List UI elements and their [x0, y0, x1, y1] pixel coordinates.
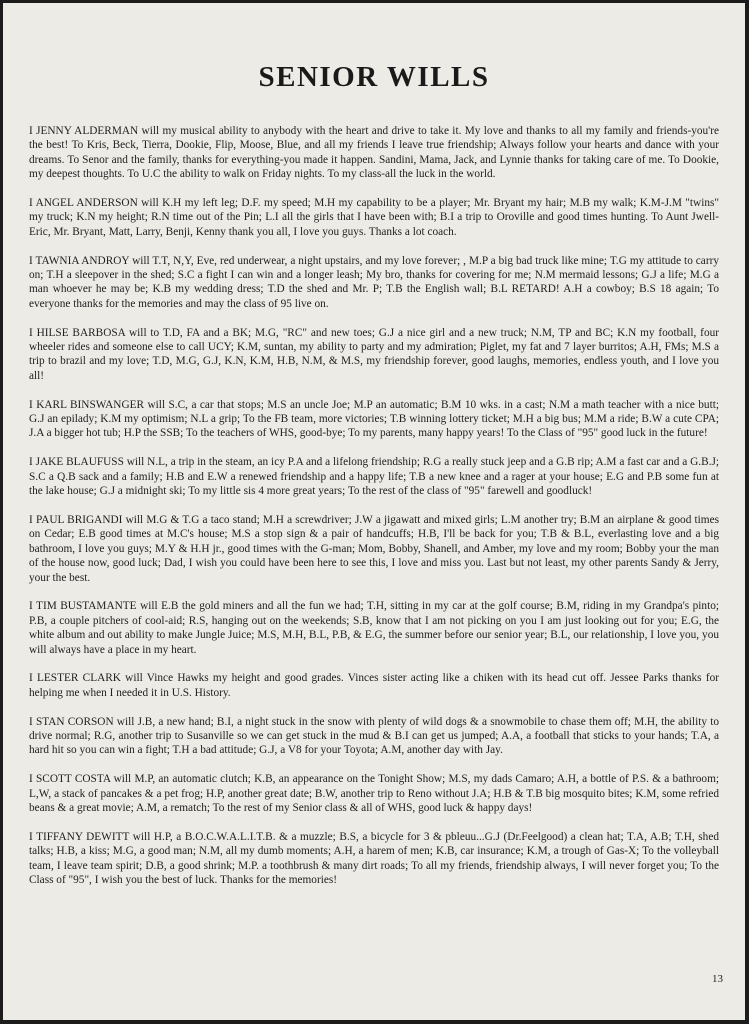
will-entry: I TIM BUSTAMANTE will E.B the gold miners and all the fun we had; T.H, sitting in my car at the golf course; B.M, riding in my Grandpa's pinto; P.B, a couple pitchers of cool-aid; R.S, hanging out on the weekends; S.B, know that I am not picking on you I am just looking out for you; E.G, the white album and out ability to make Jungle Juice; M.S, M.H, B.L, P.B, & E.G, the summer before our senior year; B.L, our relationship, I love you, you will always have a place in my heart.	[29, 600, 719, 656]
will-entry: I LESTER CLARK will Vince Hawks my height and good grades. Vinces sister acting like a chiken with its head cut off. Jessee Parks thanks for helping me when I needed it in U.S. History.	[29, 672, 719, 699]
will-entry: I ANGEL ANDERSON will K.H my left leg; D.F. my speed; M.H my capability to be a player; Mr. Bryant my hair; M.B my walk; K.M-J.M "twins" my truck; K.N my height; R.N time out of the Pin; L.I all the girls that I have been with; B.I a trip to Oroville and good times hunting. To Aunt Jwell-Eric, Mr. Bryant, Matt, Larry, Benji, Kenny thank you all, I love you guys. Thanks a lot coach.	[29, 197, 719, 238]
will-entry: I JENNY ALDERMAN will my musical ability to anybody with the heart and drive to take it. My love and thanks to all my family and friends-you're the best! To Kris, Beck, Tierra, Dookie, Flip, Moose, Blue, and all my friends I leave true friendship; Always follow your hearts and dance with your dreams. To Senor and the family, thanks for everything-you made it happen. Sandini, Mama, Jack, and Lynnie thanks for taking care of me. To Dookie, my deepest thoughts. To U.C the ability to walk on Friday nights. To my class-all the luck in the world.	[29, 125, 719, 181]
page-title: SENIOR WILLS	[258, 61, 490, 93]
will-entry: I KARL BINSWANGER will S.C, a car that stops; M.S an uncle Joe; M.P an automatic; B.M 10 wks. in a cast; N.M a math teacher with a nice butt; G.J an epilady; K.M my optimism; N.L a grip; To the FB team, more victories; T.B winning lottery ticket; M.H a big bus; M.M a ride; B.W a cute CPA; J.A a bigger hot tub; H.P the SSB; To the teachers of WHS, good-bye; To my parents, many happy years! To the Class of "95" good luck in the future!	[29, 398, 719, 440]
page-number: 13	[712, 973, 723, 985]
will-entry: I STAN CORSON will J.B, a new hand; B.I, a night stuck in the snow with plenty of wild dogs & a snowmobile to chase them off; M.H, the ability to drive normal; R.G, another trip to Susanville so we can get stuck in the mud & B.I can get us jumped; A.A, a football that sticks to your hands; T.A, a hard hit so you can win a fight; T.H a bad attitude; G.J, a V8 for your Toyota; A.M, another day with Jay.	[29, 715, 719, 757]
will-entry: I SCOTT COSTA will M.P, an automatic clutch; K.B, an appearance on the Tonight Show; M.S, my dads Camaro; A.H, a bottle of P.S. & a bathroom; L,W, a stack of pancakes & a pet frog; H.P, another great date; B.W, another trip to Reno without J.A; H.B & T.B big mosquito bites; K.M, some refried beans & a great movie; A.M, a rematch; To the rest of my Senior class & all of WHS, good luck & happy days!	[29, 773, 719, 814]
will-entry: I TIFFANY DEWITT will H.P, a B.O.C.W.A.L.I.T.B. & a muzzle; B.S, a bicycle for 3 & pbleuu...G.J (Dr.Feelgood) a clean hat; T.A, A.B; T.H, shed talks; H.B, a kiss; M.G, a good man; N.M, all my dumb moments; A.H, a harem of men; K.B, car insurance; K.M, a trough of Gas-X; To the volleyball team, I leave team spirit; D.B, a good shrink; M.P. a toothbrush & many dirt roads; To all my friends, friendship always, I will never forget you; To the Class of "95", I wish you the best of luck. Thanks for the memories!	[29, 830, 719, 886]
will-entry: I PAUL BRIGANDI will M.G & T.G a taco stand; M.H a screwdriver; J.W a jigawatt and mixed girls; L.M another try; B.M an airplane & good times on Cedar; E.B good times at M.C's house; M.S a stop sign & a pair of handcuffs; H.B, I'll be back for you; T.B & B.L, everlasting love and a big bathroom, I love you guys; M.Y & H.H jr., good times with the G-man; Mom, Bobby, Shanell, and Amber, my love and my room; Bobby your the man of the house now, good luck; Dad, I wish you could have been here to see this, I love and miss you. Last but not least, my other parents Sandy & Jerry, your the best.	[29, 513, 719, 584]
yearbook-page	[3, 3, 745, 1020]
will-entry: I JAKE BLAUFUSS will N.L, a trip in the steam, an icy P.A and a lifelong friendship; R.G a really stuck jeep and a G.B rip; A.M a fast car and a G.B.J; S.C a Q.B sack and a family; H.B and E.W a renewed friendship and a happy life; T.B a new knee and a rager at your house; E.G and P.B some fun at the lake house; G.J a midnight ski; To my little sis 4 more great years; To the rest of the class of "95" farewell and goodluck!	[29, 456, 719, 498]
wills-list	[29, 124, 719, 902]
will-entry: I HILSE BARBOSA will to T.D, FA and a BK; M.G, "RC" and new toes; G.J a nice girl and a new truck; N.M, TP and BC; K.N my football, four wheeler rides and someone else to call UCY; K.M, suntan, my ability to party and my admiration; Piglet, my fat and 7 layer burritos; A.H, FMs; M.S a trip to brazil and my love; T.D, M.G, G.J, K.N, K.M, H.B, N.M, & M.S, my friendship forever, good laughs, memories, endless youth, and I love you all!	[29, 326, 719, 382]
will-entry: I TAWNIA ANDROY will T.T, N,Y, Eve, red underwear, a night upstairs, and my love forever; , M.P a big bad truck like mine; T.G my attitude to carry on; T.H a sleepover in the shed; S.C a fight I can win and a longer leash; My bro, thanks for covering for me; N.M mermaid lessons; G.J a life; M.G a man whoever he may be; K.B my wedding dress; T.D the shed and Mr. P; T.B the English wall; B.L RETARD! A.H a cowboy; B.S 18 again; To everyone thanks for the memories and may the class of 95 live on.	[29, 254, 719, 310]
